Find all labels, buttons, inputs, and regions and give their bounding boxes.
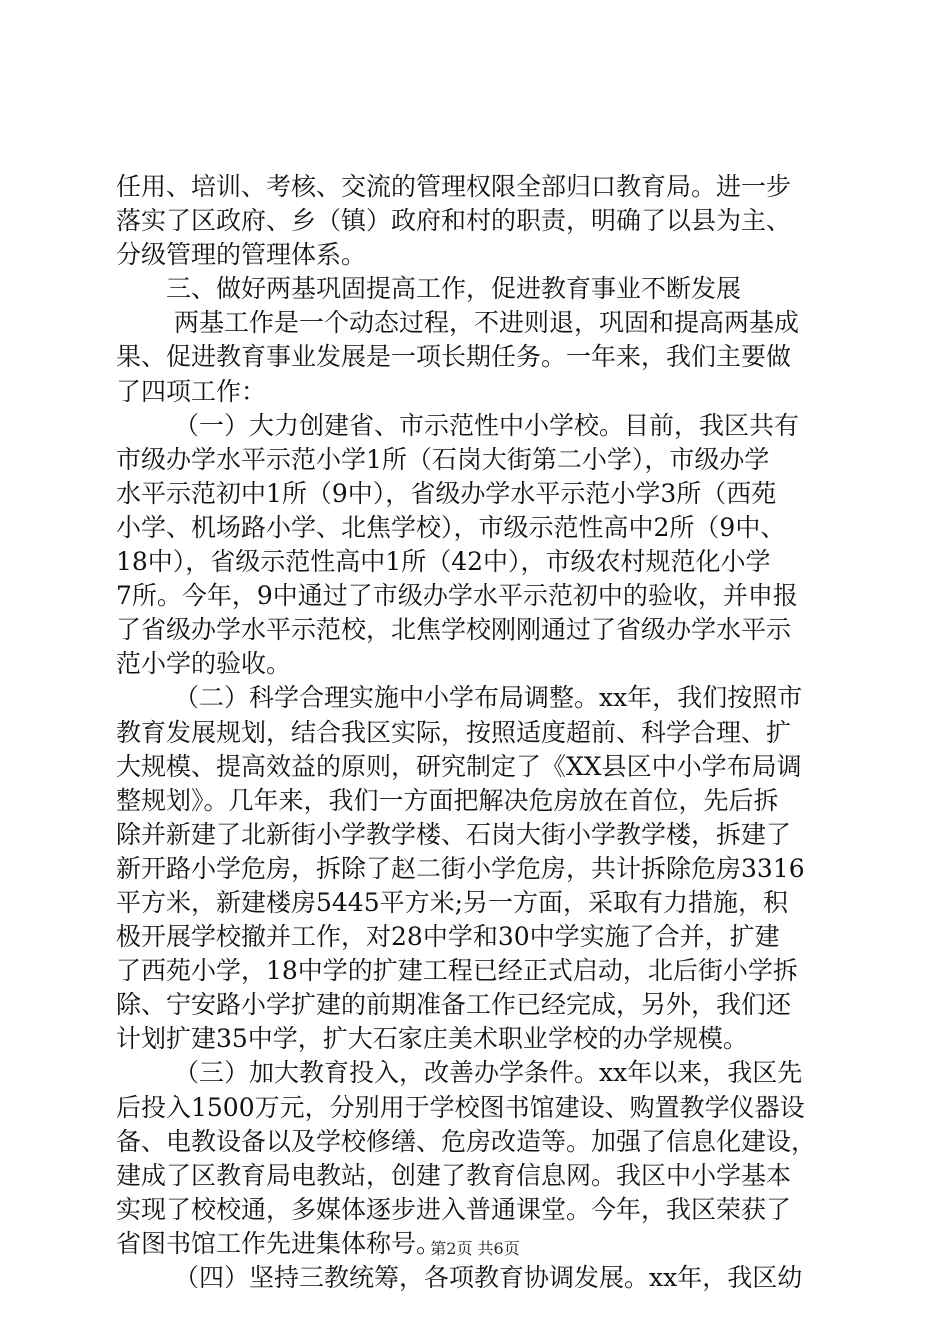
- text-line: 果、促进教育事业发展是一项长期任务。一年来，我们主要做: [116, 342, 792, 372]
- text-line: 平方米，新建楼房5445平方米;另一方面，采取有力措施，积: [116, 887, 789, 917]
- text-line: 了西苑小学，18中学的扩建工程已经正式启动，北后街小学拆: [116, 956, 798, 986]
- text-line: 除、宁安路小学扩建的前期准备工作已经完成，另外，我们还: [116, 990, 792, 1020]
- text-line: 了四项工作：: [116, 376, 267, 406]
- text-line: 分级管理的管理体系。: [116, 240, 367, 270]
- text-line: 18中），省级示范性高中1所（42中），市级农村规范化小学: [116, 547, 771, 577]
- text-line: 除并新建了北新街小学教学楼、石岗大街小学教学楼，拆建了: [116, 819, 792, 849]
- text-line: 备、电教设备以及学校修缮、危房改造等。加强了信息化建设，: [116, 1126, 817, 1156]
- document-body: [116, 170, 856, 1295]
- text-line: 实现了校校通，多媒体逐步进入普通课堂。今年，我区荣获了: [116, 1194, 792, 1224]
- text-line: 后投入1500万元，分别用于学校图书馆建设、购置教学仪器设: [116, 1092, 805, 1122]
- paragraph-start: （四）坚持三教统筹，各项教育协调发展。xx年，我区幼: [174, 1263, 803, 1292]
- text-line: 教育发展规划，结合我区实际，按照适度超前、科学合理、扩: [116, 717, 792, 747]
- text-line: 新开路小学危房，拆除了赵二街小学危房，共计拆除危房3316: [116, 853, 805, 883]
- text-line: 范小学的验收。: [116, 649, 292, 679]
- text-line: 省图书馆工作先进集体称号。: [116, 1228, 442, 1258]
- paragraph-start: （二）科学合理实施中小学布局调整。xx年，我们按照市: [174, 683, 803, 713]
- text-line: 整规划》。几年来，我们一方面把解决危房放在首位，先后拆: [116, 785, 779, 815]
- text-line: 市级办学水平示范小学1所（石岗大街第二小学），市级办学: [116, 444, 770, 474]
- text-line: 水平示范初中1所（9中），省级办学水平示范小学3所（西苑: [116, 478, 777, 508]
- text-line: 小学、机场路小学、北焦学校），市级示范性高中2所（9中、: [116, 512, 786, 542]
- text-line: 极开展学校撤并工作，对28中学和30中学实施了合并，扩建: [116, 922, 780, 952]
- paragraph-start: （三）加大教育投入，改善办学条件。xx年以来，我区先: [174, 1058, 803, 1088]
- text-line: 大规模、提高效益的原则，研究制定了《XX县区中小学布局调: [116, 751, 802, 781]
- section-heading: 三、做好两基巩固提高工作，促进教育事业不断发展: [166, 274, 742, 304]
- paragraph-start: 两基工作是一个动态过程，不进则退，巩固和提高两基成: [174, 308, 800, 338]
- text-line: 7所。今年，9中通过了市级办学水平示范初中的验收，并申报: [116, 581, 798, 611]
- text-line: 落实了区政府、乡（镇）政府和村的职责，明确了以县为主、: [116, 206, 792, 236]
- page-number-footer: 第2页 共6页: [430, 1239, 520, 1258]
- text-line: 任用、培训、考核、交流的管理权限全部归口教育局。进一步: [116, 172, 792, 201]
- text-line: 计划扩建35中学，扩大石家庄美术职业学校的办学规模。: [116, 1024, 748, 1054]
- paragraph-start: （一）大力创建省、市示范性中小学校。目前，我区共有: [174, 410, 800, 440]
- text-line: 建成了区教育局电教站，创建了教育信息网。我区中小学基本: [116, 1160, 792, 1190]
- text-line: 了省级办学水平示范校，北焦学校刚刚通过了省级办学水平示: [116, 615, 792, 645]
